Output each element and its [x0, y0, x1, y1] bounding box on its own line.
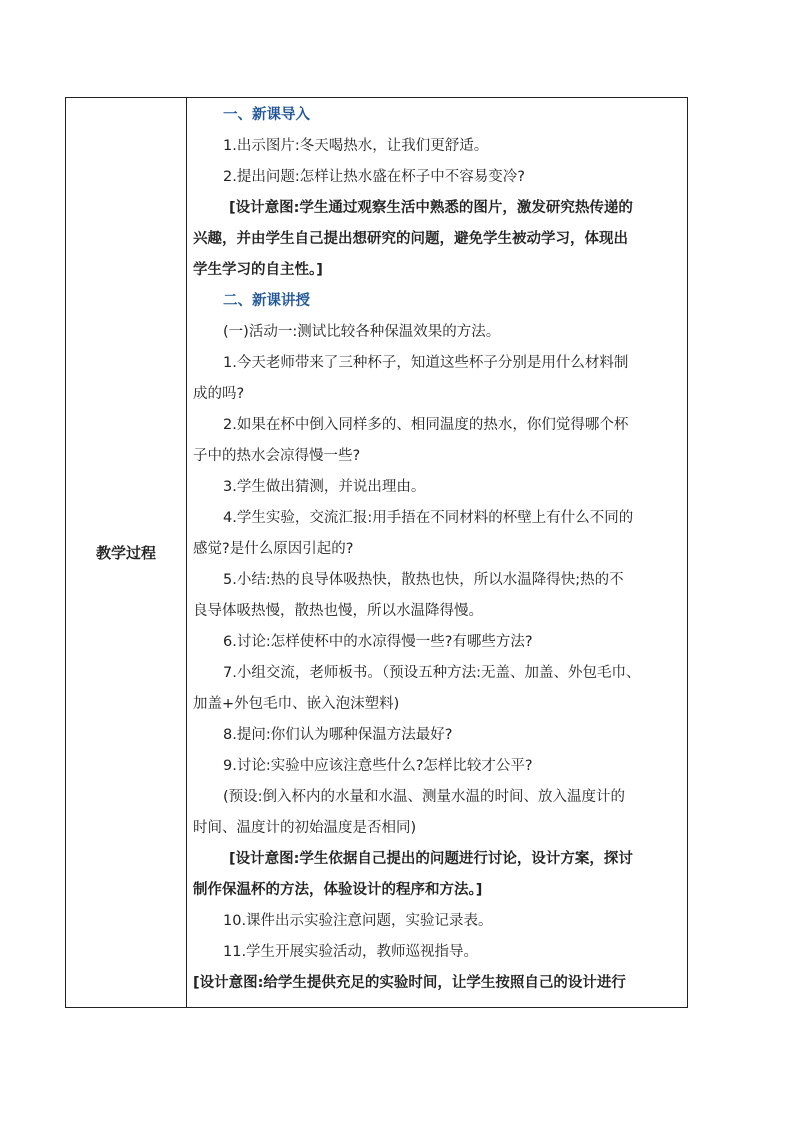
content-line: 2.如果在杯中倒入同样多的、相同温度的热水，你们觉得哪个杯 [223, 417, 629, 433]
content-line: 6.讨论:怎样使杯中的水凉得慢一些?有哪些方法? [223, 634, 533, 650]
design-intent-line: 制作保温杯的方法，体验设计的程序和方法。] [193, 882, 483, 898]
heading-new-lesson-teaching: 二、新课讲授 [223, 293, 310, 309]
section-label: 教学过程 [95, 544, 156, 562]
content-line: 子中的热水会凉得慢一些? [193, 448, 361, 464]
content-line: 2.提出问题:怎样让热水盛在杯子中不容易变冷? [223, 169, 525, 185]
content-line: 5.小结:热的良导体吸热快，散热也快，所以水温降得快;热的不 [223, 572, 624, 588]
content-line: 10.课件出示实验注意问题，实验记录表。 [223, 913, 493, 929]
content-line: (预设:倒入杯内的水量和水温、测量水温的时间、放入温度计的 [223, 789, 626, 805]
content-line: 感觉?是什么原因引起的? [193, 541, 354, 557]
design-intent-line: [设计意图:给学生提供充足的实验时间，让学生按照自己的设计进行 [193, 975, 626, 991]
content-line: 1.出示图片:冬天喝热水，让我们更舒适。 [223, 138, 489, 154]
content-line: 3.学生做出猜测，并说出理由。 [223, 479, 426, 495]
content-line: 7.小组交流，老师板书。（预设五种方法:无盖、加盖、外包毛巾、 [223, 665, 641, 681]
design-intent-line: [设计意图:学生通过观察生活中熟悉的图片，激发研究热传递的 [229, 200, 633, 216]
content-line: 良导体吸热慢，散热也慢，所以水温降得慢。 [193, 603, 483, 619]
content-line: 4.学生实验，交流汇报:用手捂在不同材料的杯壁上有什么不同的 [223, 510, 634, 526]
column-divider [186, 97, 187, 1008]
design-intent-line: 学生学习的自主性。] [193, 262, 323, 278]
content-line: 成的吗? [193, 386, 245, 402]
lesson-content [193, 100, 683, 999]
design-intent-line: [设计意图:学生依据自己提出的问题进行讨论，设计方案，探讨 [229, 851, 633, 867]
content-line: (一)活动一:测试比较各种保温效果的方法。 [223, 324, 501, 340]
content-line: 时间、温度计的初始温度是否相同) [193, 820, 417, 836]
content-line: 8.提问:你们认为哪种保温方法最好? [223, 727, 453, 743]
content-line: 9.讨论:实验中应该注意些什么?怎样比较才公平? [223, 758, 533, 774]
content-line: 加盖+外包毛巾、嵌入泡沫塑料) [193, 696, 400, 712]
content-line: 11.学生开展实验活动，教师巡视指导。 [223, 944, 479, 960]
heading-new-lesson-intro: 一、新课导入 [223, 107, 310, 123]
design-intent-line: 兴趣，并由学生自己提出想研究的问题，避免学生被动学习，体现出 [193, 231, 628, 247]
content-line: 1.今天老师带来了三种杯子，知道这些杯子分别是用什么材料制 [223, 355, 629, 371]
